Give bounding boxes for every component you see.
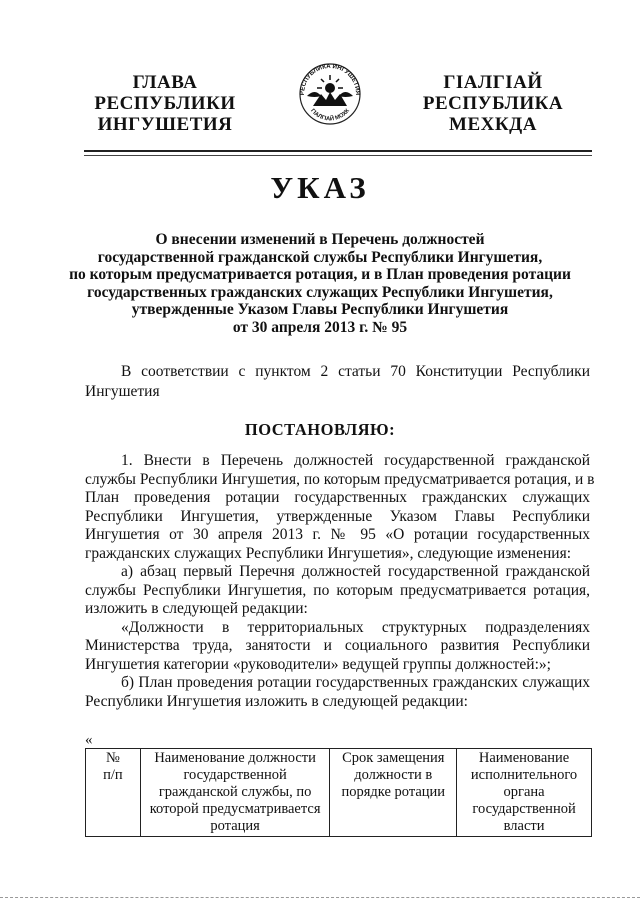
header-text: гражданской службы, по: [158, 784, 312, 800]
subject-line: государственной гражданской службы Республики Ингушетия,: [97, 248, 543, 266]
paragraph-line: гражданских служащих Республики Ингушетия», следующие изменения:: [85, 544, 572, 562]
paragraph-line: Республики Ингушетия, утвержденные Указом Главы Республики: [85, 507, 590, 525]
header-right-line: МЕХКДА: [449, 114, 537, 135]
table-header-authority: [457, 749, 592, 837]
item-a-quote-line: «Должности в территориальных структурных подразделениях: [121, 618, 590, 636]
header-text: №: [105, 750, 120, 766]
header-text: Срок замещения: [342, 750, 445, 766]
page-bottom-edge: [0, 897, 640, 898]
preamble: [85, 362, 590, 401]
coat-of-arms-emblem: [295, 58, 365, 128]
header-text: Наименование должности: [154, 750, 316, 766]
header-text: должности в: [354, 767, 433, 783]
header-text: которой предусматривается: [149, 801, 321, 817]
emblem-top-text: РЕСПУБЛИКА ИНГУШЕТИЯ: [298, 62, 362, 96]
paragraph-line: Ингушетия от 30 апреля 2013 г. № 95 «О ротации государственных: [85, 526, 590, 543]
subject-line: О внесении изменений в Перечень должностей: [155, 231, 485, 248]
header-divider-thick: [84, 150, 592, 152]
paragraph-line: План проведения ротации государственных гражданских служащих: [85, 489, 590, 506]
document-title: УКАЗ: [270, 170, 370, 205]
header-right-line: ГIАЛГIАЙ: [443, 72, 543, 93]
paragraph-line: службы Республики Ингушетия, по которым предусматривается ротация, и в: [85, 470, 595, 488]
header-text: органа: [503, 784, 545, 800]
document-subject: [60, 231, 580, 336]
header-text: государственной: [183, 767, 287, 783]
header-right-line: РЕСПУБЛИКА: [422, 93, 564, 114]
table-header-term: [330, 749, 457, 837]
subject-line: государственных гражданских служащих Республики Ингушетия,: [87, 283, 553, 301]
header-right-title: [398, 72, 588, 135]
table-header-number: [86, 749, 141, 837]
header-divider-thin: [84, 155, 592, 156]
preamble-line: В соответствии с пунктом 2 статьи 70 Конституции Республики: [121, 363, 590, 380]
opening-quote: «: [85, 732, 93, 748]
header-text: п/п: [103, 767, 123, 783]
header-text: власти: [503, 818, 545, 834]
table-header-row: [86, 749, 592, 837]
item-a-line: а) абзац первый Перечня должностей государственной гражданской: [121, 563, 590, 580]
header-text: исполнительного: [470, 767, 578, 783]
item-b-line: б) План проведения ротации государственных гражданских служащих: [121, 674, 590, 691]
item-a-quote-line: Ингушетия категории «руководители» ведущей группы должностей:»;: [85, 655, 551, 673]
header-text: порядке ротации: [341, 784, 446, 800]
item-a-line: изложить в следующей редакции:: [85, 600, 308, 617]
decree-word: ПОСТАНОВЛЯЮ:: [244, 420, 396, 439]
subject-line: по которым предусматривается ротация, и в План проведения ротации: [69, 266, 571, 283]
header-left-line: ГЛАВА: [132, 72, 198, 93]
header-text: ротация: [210, 818, 260, 834]
header-left-title: [70, 72, 260, 135]
paragraph-line: 1. Внести в Перечень должностей государственной гражданской: [121, 452, 590, 469]
table-header-position: [140, 749, 330, 837]
preamble-line: Ингушетия: [85, 382, 160, 400]
header-text: государственной: [472, 801, 576, 817]
header-text: Наименование: [478, 750, 570, 766]
header-left-line: ИНГУШЕТИЯ: [97, 114, 233, 135]
emblem-bottom-text: ГIАЛГIАЙ МОХК: [309, 108, 351, 123]
item-a-quote-line: Министерства труда, занятости и социального развития Республики: [85, 637, 590, 654]
rotation-plan-table: [85, 748, 592, 837]
item-a-line: службы Республики Ингушетия, по которым предусматривается ротация,: [85, 581, 590, 599]
subject-line: утвержденные Указом Главы Республики Ингушетия: [131, 301, 509, 318]
header-left-line: РЕСПУБЛИКИ: [94, 93, 236, 114]
item-b-line: Республики Ингушетия изложить в следующей редакции:: [85, 692, 468, 710]
subject-line: от 30 апреля 2013 г. № 95: [232, 318, 408, 336]
decree-body: [85, 452, 595, 711]
